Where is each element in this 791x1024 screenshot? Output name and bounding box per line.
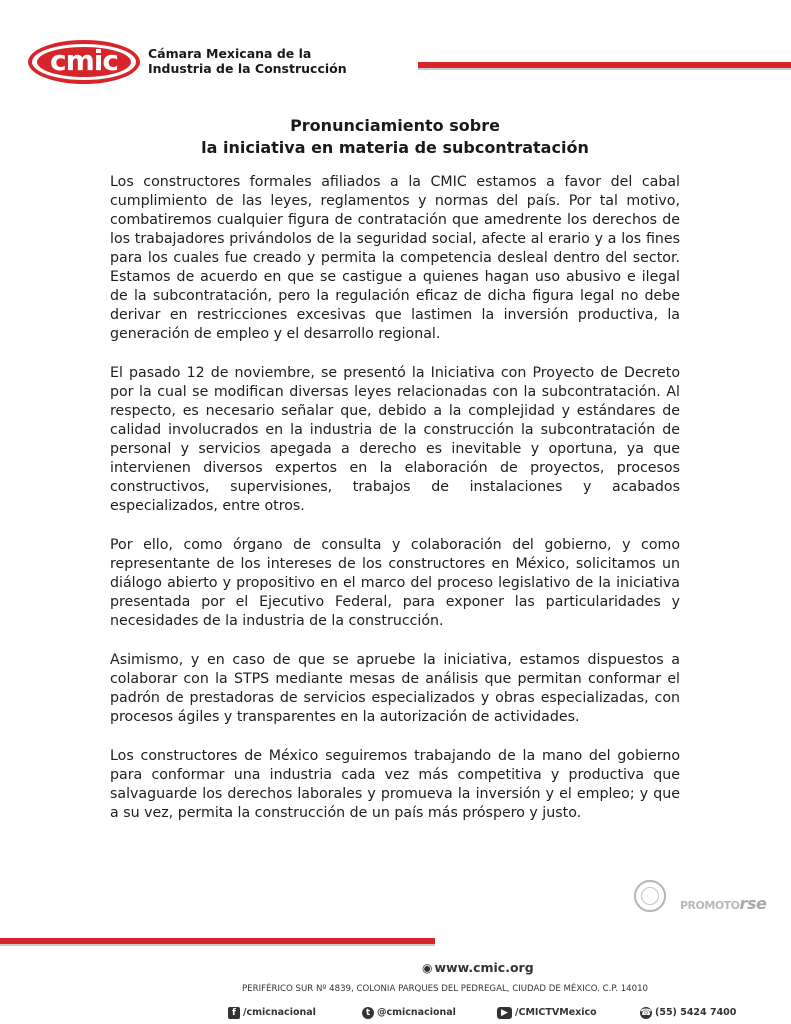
promotor-rse-prefix: PROMOTO — [680, 899, 740, 912]
certification-seal — [630, 880, 670, 928]
facebook-icon: f — [228, 1007, 240, 1019]
youtube-link[interactable] — [497, 1006, 597, 1020]
body-paragraph-3: Por ello, como órgano de consulta y colaboración del gobierno, y como representante de los intereses de los constructores en México, solicitamos un diálogo abierto y propositivo en el marco del proceso legislativo de la iniciativa presentada por el Ejecutivo Federal, para exponer las particularidades y necesidades de la industria de la construcción. — [110, 537, 680, 629]
facebook-link[interactable] — [228, 1006, 316, 1020]
promotor-rse-logo — [680, 894, 766, 913]
twitter-link[interactable] — [362, 1006, 456, 1020]
document-body — [110, 173, 680, 843]
footer-rule-gray — [0, 944, 435, 946]
organization-name-line2: Industria de la Construcción — [148, 61, 347, 76]
website-link[interactable]: www.cmic.org — [434, 960, 534, 975]
document-title-line1: Pronunciamiento sobre — [290, 116, 500, 135]
document-title — [110, 115, 680, 159]
youtube-icon: ▶ — [497, 1007, 512, 1019]
cmic-logo — [28, 40, 140, 84]
phone-icon: ☎ — [640, 1007, 652, 1018]
body-paragraph-1: Los constructores formales afiliados a la CMIC estamos a favor del cabal cumplimiento de las leyes, reglamentos y normas del país. Por tal motivo, combatiremos cualquier figura de contratación que amedrente los derechos de los trabajadores privándolos de la seguridad social, afecte al erario y a los fines para los cuales fue creado y permita la competencia desleal dentro del sector. Estamos de acuerdo en que se castigue a quienes hagan uso abusivo e ilegal de la subcontratación, pero la regulación eficaz de dicha figura legal no debe derivar en restricciones excesivas que lastimen la inversión productiva, la generación de empleo y el desarrollo regional. — [110, 174, 680, 342]
phone-contact[interactable] — [640, 1006, 736, 1020]
logo-text: cmic — [50, 44, 118, 77]
body-paragraph-4: Asimismo, y en caso de que se apruebe la iniciativa, estamos dispuestos a colaborar con la STPS mediante mesas de análisis que permitan conformar el padrón de prestadoras de servicios especializados y obras especializadas, con procesos ágiles y transparentes en la autorización de actividades. — [110, 652, 680, 725]
header-rule-gray — [418, 68, 791, 70]
document-title-line2: la iniciativa en materia de subcontratación — [201, 138, 589, 157]
promotor-rse-suffix: rse — [739, 894, 767, 913]
phone-number: (55) 5424 7400 — [655, 1007, 737, 1018]
body-paragraph-2: El pasado 12 de noviembre, se presentó la Iniciativa con Proyecto de Decreto por la cual se modifican diversas leyes relacionadas con la subcontratación. Al respecto, es necesario señalar que, debido a la complejidad y estándares de calidad involucrados en la industria de la construcción la subcontratación de personal y servicios apegada a derecho es inevitable y oportuna, ya que intervienen diversos expertos en la elaboración de proyectos, procesos constructivos, supervisiones, trabajos de instalaciones y acabados especializados, entre otros. — [110, 365, 680, 514]
seal-inner-ring-icon — [641, 887, 659, 905]
organization-name — [148, 46, 348, 76]
twitter-handle: @cmicnacional — [377, 1007, 456, 1018]
footer-address: PERIFÉRICO SUR Nº 4839, COLONIA PARQUES DEL PEDREGAL, CIUDAD DE MÉXICO. C.P. 14010 — [242, 984, 649, 994]
organization-name-line1: Cámara Mexicana de la — [148, 46, 312, 61]
body-paragraph-5: Los constructores de México seguiremos trabajando de la mano del gobierno para conformar una industria cada vez más competitiva y productiva que salvaguarde los derechos laborales y promueva la inversión y el empleo; y que a su vez, permita la construcción de un país más próspero y justo. — [110, 748, 680, 821]
footer-social-bar — [0, 1006, 791, 1020]
twitter-icon: t — [362, 1007, 374, 1019]
globe-icon: ◉ — [422, 961, 433, 975]
facebook-handle: /cmicnacional — [243, 1007, 316, 1018]
youtube-handle: /CMICTVMexico — [515, 1007, 597, 1018]
footer-website[interactable] — [422, 960, 534, 975]
